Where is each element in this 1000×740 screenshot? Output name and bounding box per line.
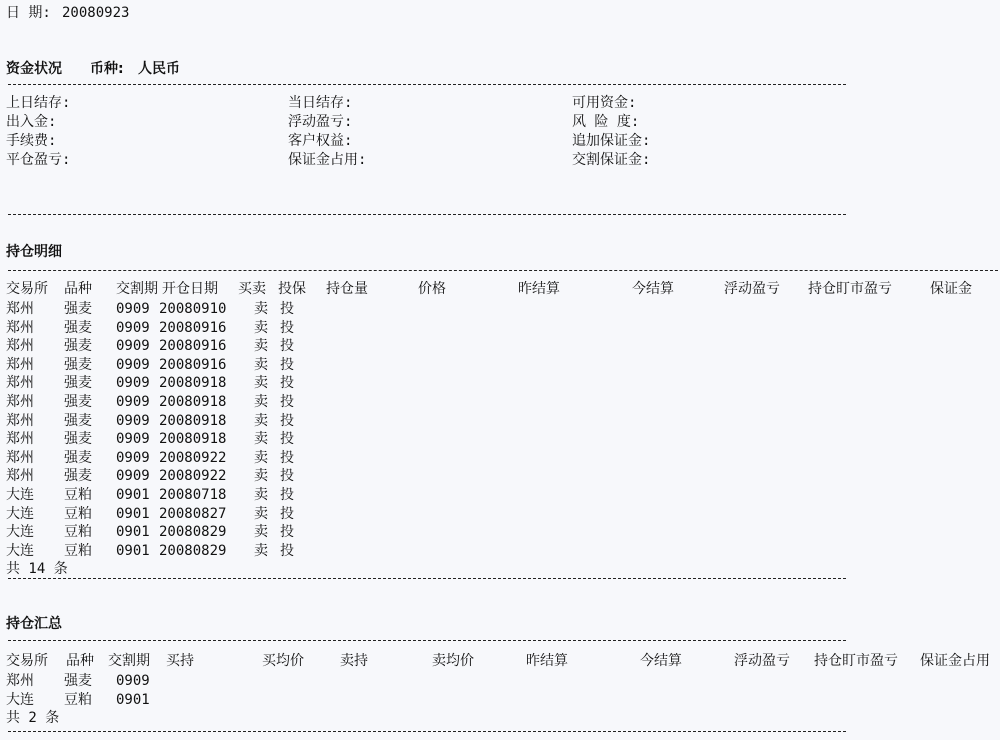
table-cell: 投: [280, 431, 294, 448]
table-cell: 郑州: [6, 394, 34, 410]
total-label: 共 14 条: [6, 561, 68, 577]
table-cell: 投: [280, 449, 294, 466]
table-cell: 郑州: [6, 319, 34, 336]
table-cell: 卖: [254, 394, 268, 410]
currency-label: 币种:: [90, 61, 124, 77]
date-value: 20080923: [62, 5, 130, 21]
column-header: 今结算: [640, 653, 682, 669]
table-cell: 0909: [116, 375, 150, 392]
table-cell: 卖: [254, 431, 268, 448]
table-cell: 强麦: [64, 431, 92, 448]
date-label: 日 期:: [6, 5, 51, 21]
column-header: 卖持: [340, 653, 368, 669]
table-cell: 大连: [6, 524, 34, 541]
table-cell: 豆粕: [64, 487, 92, 503]
table-cell: 卖: [254, 356, 268, 373]
table-cell: 卖: [254, 487, 268, 503]
table-cell: 20080918: [159, 431, 227, 448]
table-cell: 豆粕: [64, 691, 92, 708]
total-label: 共 2 条: [6, 710, 60, 726]
table-cell: 20080827: [159, 505, 227, 522]
column-header: 交割期: [108, 653, 150, 669]
table-cell: 郑州: [6, 673, 34, 689]
table-cell: 20080916: [159, 338, 227, 355]
table-cell: 强麦: [64, 319, 92, 336]
table-cell: 投: [280, 542, 294, 559]
divider: [8, 214, 846, 215]
table-cell: 大连: [6, 505, 34, 522]
column-header: 浮动盈亏: [734, 653, 790, 669]
table-cell: 20080718: [159, 487, 227, 503]
divider: [8, 731, 846, 732]
column-header: 昨结算: [526, 653, 568, 669]
table-cell: 郑州: [6, 412, 34, 429]
table-cell: 豆粕: [64, 524, 92, 541]
table-cell: 强麦: [64, 673, 92, 689]
table-cell: 20080918: [159, 375, 227, 392]
table-cell: 投: [280, 524, 294, 541]
column-header: 持仓量: [326, 281, 368, 297]
table-cell: 投: [280, 468, 294, 485]
fund-label: 当日结存:: [288, 95, 353, 111]
table-cell: 强麦: [64, 468, 92, 485]
fund-label: 保证金占用:: [288, 152, 367, 168]
fund-label: 出入金:: [6, 114, 57, 130]
fund-label: 手续费:: [6, 133, 57, 149]
fund-label: 客户权益:: [288, 133, 353, 149]
table-cell: 投: [280, 375, 294, 392]
table-cell: 郑州: [6, 431, 34, 448]
table-cell: 卖: [254, 505, 268, 522]
table-cell: 20080910: [159, 301, 227, 317]
table-cell: 郑州: [6, 468, 34, 485]
fund-label: 风 险 度:: [572, 114, 640, 130]
summary-title-line: [0, 615, 62, 633]
column-header: 卖均价: [432, 653, 474, 669]
table-cell: 投: [280, 338, 294, 355]
table-cell: 投: [280, 319, 294, 336]
table-cell: 卖: [254, 412, 268, 429]
column-header: 价格: [418, 281, 446, 297]
fund-label: 平仓盈亏:: [6, 152, 71, 168]
column-header: 投保: [278, 281, 306, 297]
table-cell: 强麦: [64, 301, 92, 317]
column-header: 交易所: [6, 653, 48, 669]
table-cell: 卖: [254, 449, 268, 466]
column-header: 品种: [66, 653, 94, 669]
table-cell: 20080922: [159, 449, 227, 466]
divider: [8, 270, 998, 271]
column-header: 开仓日期: [162, 281, 218, 297]
divider: [8, 84, 846, 85]
fund-label: 可用资金:: [572, 95, 637, 111]
column-header: 买均价: [262, 653, 304, 669]
table-cell: 卖: [254, 524, 268, 541]
fund-label: 追加保证金:: [572, 133, 651, 149]
table-cell: 卖: [254, 542, 268, 559]
column-header: 保证金占用: [920, 653, 990, 669]
table-cell: 0909: [116, 319, 150, 336]
table-cell: 强麦: [64, 412, 92, 429]
table-cell: 0909: [116, 301, 150, 317]
table-cell: 卖: [254, 301, 268, 317]
table-cell: 0909: [116, 673, 150, 689]
table-cell: 投: [280, 356, 294, 373]
table-cell: 0901: [116, 691, 150, 708]
table-cell: 强麦: [64, 394, 92, 410]
table-cell: 郑州: [6, 356, 34, 373]
table-cell: 0901: [116, 487, 150, 503]
table-cell: 豆粕: [64, 542, 92, 559]
column-header: 交割期: [116, 281, 158, 297]
table-cell: 强麦: [64, 338, 92, 355]
fund-label: 浮动盈亏:: [288, 114, 353, 130]
column-header: 品种: [64, 281, 92, 297]
table-cell: 郑州: [6, 338, 34, 355]
fund-title-line: [0, 60, 180, 78]
column-header: 浮动盈亏: [724, 281, 780, 297]
table-cell: 0909: [116, 356, 150, 373]
table-cell: 20080916: [159, 319, 227, 336]
column-header: 持仓盯市盈亏: [814, 653, 898, 669]
table-cell: 郑州: [6, 301, 34, 317]
column-header: 买持: [166, 653, 194, 669]
table-cell: 0909: [116, 412, 150, 429]
table-cell: 20080918: [159, 412, 227, 429]
table-cell: 强麦: [64, 375, 92, 392]
column-header: 交易所: [6, 281, 48, 297]
divider: [8, 640, 846, 641]
table-cell: 投: [280, 487, 294, 503]
column-header: 持仓盯市盈亏: [808, 281, 892, 297]
table-cell: 0909: [116, 394, 150, 410]
table-cell: 20080916: [159, 356, 227, 373]
table-cell: 郑州: [6, 449, 34, 466]
fund-label: 上日结存:: [6, 95, 71, 111]
table-cell: 0901: [116, 524, 150, 541]
table-cell: 郑州: [6, 375, 34, 392]
date-line: [0, 4, 130, 22]
table-cell: 大连: [6, 487, 34, 503]
table-cell: 0901: [116, 505, 150, 522]
table-cell: 20080922: [159, 468, 227, 485]
table-cell: 投: [280, 394, 294, 410]
fund-label: 交割保证金:: [572, 152, 651, 168]
table-cell: 20080829: [159, 524, 227, 541]
column-header: 昨结算: [518, 281, 560, 297]
column-header: 买卖: [238, 281, 266, 297]
table-cell: 卖: [254, 468, 268, 485]
detail-title-line: [0, 243, 62, 261]
divider: [8, 578, 846, 579]
table-cell: 卖: [254, 375, 268, 392]
table-cell: 强麦: [64, 449, 92, 466]
table-cell: 20080829: [159, 542, 227, 559]
table-cell: 0909: [116, 449, 150, 466]
summary-title: 持仓汇总: [6, 616, 62, 632]
column-header: 今结算: [632, 281, 674, 297]
table-cell: 豆粕: [64, 505, 92, 522]
table-cell: 20080918: [159, 394, 227, 410]
table-cell: 0909: [116, 338, 150, 355]
table-cell: 0901: [116, 542, 150, 559]
table-cell: 大连: [6, 542, 34, 559]
table-cell: 投: [280, 412, 294, 429]
table-cell: 0909: [116, 431, 150, 448]
table-cell: 投: [280, 505, 294, 522]
detail-title: 持仓明细: [6, 244, 62, 260]
table-cell: 强麦: [64, 356, 92, 373]
table-cell: 投: [280, 301, 294, 317]
table-cell: 卖: [254, 319, 268, 336]
column-header: 保证金: [930, 281, 972, 297]
currency-value: 人民币: [138, 61, 180, 77]
table-cell: 0909: [116, 468, 150, 485]
table-cell: 卖: [254, 338, 268, 355]
table-cell: 大连: [6, 691, 34, 708]
fund-title: 资金状况: [6, 61, 62, 77]
